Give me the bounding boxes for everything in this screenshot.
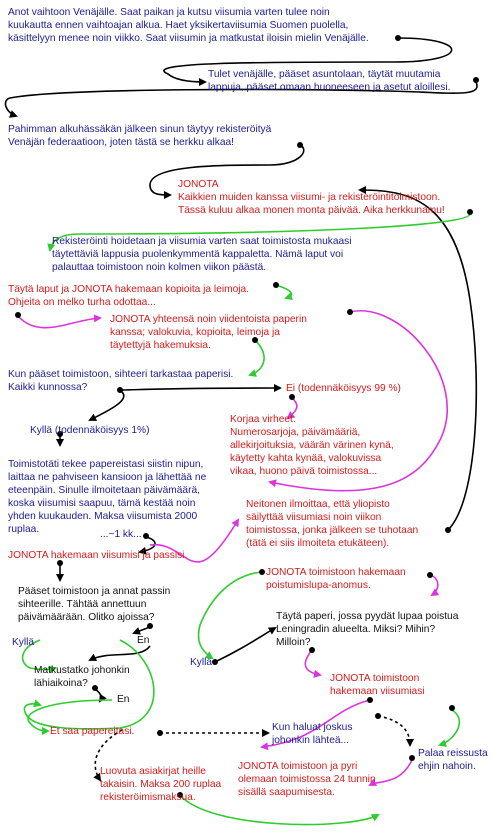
start-dot	[15, 312, 21, 318]
node-queue1: JONOTA Kaikkien muiden kanssa viisumi- ja rekisteröintitoimistoon. Tässä kuluu alkaa monen monta päivää. Aika herkkunamu!	[178, 179, 445, 217]
arrow-lady-to-register	[360, 190, 476, 530]
node-secretary: Kun pääset toimistoon, sihteeri tarkastaa paperisi. Kaikki kunnossa?	[8, 369, 234, 394]
start-dot	[427, 572, 433, 578]
node-queue5: JONOTA yhteensä noin viidentoista paperin kanssa; valokuvia, kopioita, leimoja ja täytettyjä hakemuksia.	[110, 314, 307, 352]
arrow-arrive-office-to-en	[134, 627, 150, 633]
arrow-queue-visa-to-return	[440, 710, 459, 745]
node-fix-errors: Korjaa virheet: Numerosarjoja, päivämääriä, allekirjoituksia, väärän värinen kynä, käytetty kahta kynää, valokuvissa vikaa, huono päivä toimistossa...	[230, 414, 394, 478]
node-registration-office: Rekisteröinti hoidetaan ja viisumia varten saat toimistosta mukaasi täytettäviä lappusia puolenkymmentä kappaletta. Nämä laput voi palauttaa toimistoon noin kolmen viikon päästä.	[52, 236, 352, 274]
label-yes-b: Kyllä	[190, 657, 213, 668]
arrow-kylla-to-fill-paper	[215, 628, 275, 662]
start-dot	[212, 659, 218, 665]
node-want-leave: Kun haluat joskus johonkin lähteä...	[272, 722, 353, 747]
start-dot	[409, 755, 415, 761]
label-no-a: En	[137, 635, 150, 646]
start-dot	[157, 730, 163, 736]
start-dot	[297, 142, 303, 148]
node-queue-24h: JONOTA toimistoon ja pyri olemaan toimistossa 24 tunnin sisällä saapumisesta.	[238, 761, 376, 799]
arrow-exit-permit-to-fill	[199, 572, 263, 658]
label-no-b: En	[117, 694, 130, 705]
arrow-secretary-to-yes	[90, 392, 124, 420]
node-month: ...~1 kk...	[100, 529, 142, 540]
node-lady-notify: Neitonen ilmoittaa, että yliopisto säilyttää viisumiasi noin viikon toimistossa, jonka jälkeen se tuhotaan (tätä ei siis ilmoiteta etukäteen).	[246, 499, 419, 550]
arrow-fill-paper-to-queue-visa	[305, 650, 320, 675]
arrow-return-to-queue24	[370, 760, 412, 785]
arrow-fill-to-queue5	[18, 316, 100, 328]
start-dot	[395, 35, 401, 41]
node-return: Palaa reissusta ehjin nahoin.	[418, 748, 488, 773]
start-dot	[273, 282, 279, 288]
node-yes1: Kyllä (todennäköisyys 1%)	[30, 425, 150, 436]
label-yes-a: Kyllä	[12, 637, 35, 648]
node-queue-exit-permit: JONOTA toimistoon hakemaan poistumislupa-anomus.	[266, 567, 406, 592]
node-arrive-office: Pääset toimistoon ja annat passin sihteerille. Tähtää annettuun päivämäärään. Olitko ajoissa?	[18, 586, 171, 624]
start-dot	[467, 209, 473, 215]
node-no99: Ei (todennäköisyys 99 %)	[286, 383, 401, 394]
node-arrive: Tulet venäjälle, pääset asuntolaan, täytät muutamia lappuja, pääset omaan huoneeseen ja asetut aloillesi.	[208, 69, 451, 94]
start-dot	[375, 713, 381, 719]
node-fill-paper: Täytä paperi, jossa pyydät lupaa poistua Leningradin alueelta. Miksi? Mihin? Milloin?	[276, 611, 459, 649]
node-queue-visa: JONOTA toimistoon hakemaan viisumiasi	[330, 673, 425, 698]
node-office-worker: Toimistotäti tekee papereistasi siistin nipun, laittaa ne pahviseen kansioon ja lähettää ne eteenpäin. Sinulle ilmoitetaan päivämäärä, koska viisumisi saapuu, tämä kestää noin yhden kuukauden. Maksa viisumista 2000 ruplaa.	[8, 459, 207, 536]
start-dot	[449, 705, 455, 711]
node-register: Pahimman alkuhässäkän jälkeen sinun täytyy rekisteröityä Venäjän federaatioon, joten tästä se herkku alkaa!	[8, 124, 272, 149]
node-fill-forms: Täytä laput ja JONOTA hakemaan kopioita ja leimoja. Ohjeita on melko turha odottaa...	[8, 284, 250, 309]
start-dot	[473, 77, 479, 83]
node-queue-visa-passport: JONOTA hakemaan viisumisi ja passisi.	[8, 550, 188, 561]
start-dot	[445, 527, 451, 533]
start-dot	[259, 569, 265, 575]
arrow-office-to-fill	[276, 285, 291, 298]
node-intro: Anot vaihtoon Venäjälle. Saat paikan ja kutsu viisumia varten tulee noin kuukautta ennen vaihtoajan alkua. Haet yksikertaviisumia Suomen puolella, käsittelyyn menee noin viikko. Saat viisumin ja matkustat iloisin mielin Venäjälle.	[8, 7, 369, 45]
node-hand-docs: Luovuta asiakirjat heille takaisin. Maksa 200 ruplaa rekisteröimismaksua.	[100, 766, 222, 804]
arrow-queue24-to-want-leave	[378, 716, 410, 745]
node-travel-question: Matkustatko johonkin lähiaikoina?	[34, 665, 130, 690]
arrow-exit-permit-mag	[430, 575, 438, 595]
node-no-papers: Et saa papereitasi.	[50, 726, 135, 737]
start-dot	[347, 309, 353, 315]
